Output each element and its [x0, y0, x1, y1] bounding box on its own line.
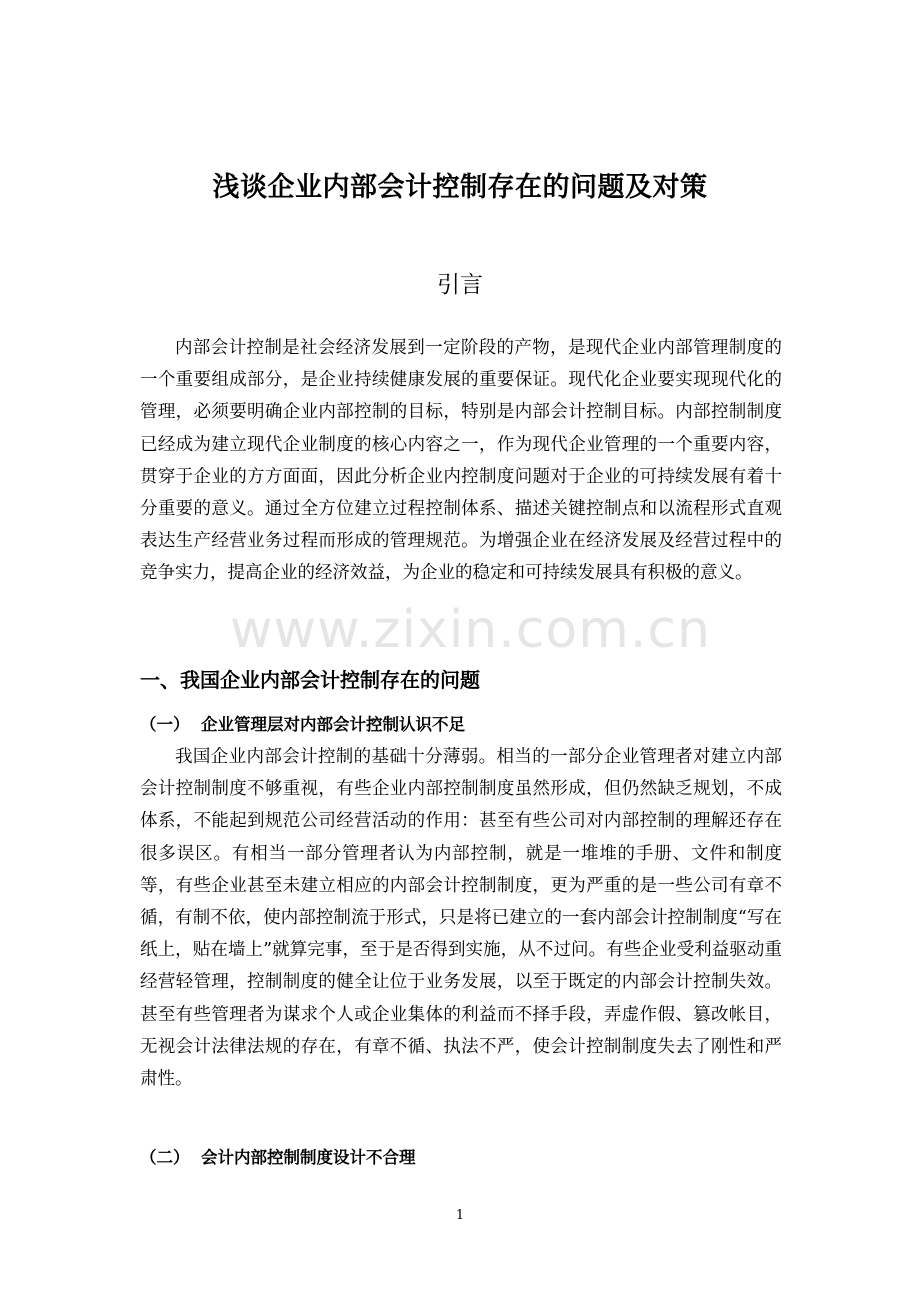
section-heading: 一、我国企业内部会计控制存在的问题 — [140, 668, 480, 692]
page-number: 1 — [455, 1208, 465, 1223]
subsection-heading: （一） 企业管理层对内部会计控制认识不足 — [140, 715, 465, 734]
intro-heading: 引言 — [437, 272, 483, 298]
subsection-paragraph: 我国企业内部会计控制的基础十分薄弱。相当的一部分企业管理者对建立内部会计控制制度不够重视，有些企业内部控制制度虽然形成，但仍然缺乏规划，不成体系，不能起到规范公司经营活动的作用：甚至有些公司对内部控制的理解还存在很多误区。有相当一部分管理者认为内部控制，就是一堆堆的手册、文件和制度等，有些企业甚至未建立相应的内部会计控制制度，更为严重的是一些公司有章不循，有制不依，使内部控制流于形式，只是将已建立的一套内部会计控制制度“写在纸上，贴在墙上”就算完事，至于是否得到实施，从不过问。有些企业受利益驱动重经营轻管理，控制制度的健全让位于业务发展，以至于既定的内部会计控制失效。甚至有些管理者为谋求个人或企业集体的利益而不择手段，弄虚作假、篡改帐目，无视会计法律法规的存在，有章不循、执法不严，使会计控制制度失去了刚性和严肃性。 — [140, 747, 782, 1090]
subsection-heading: （二） 会计内部控制制度设计不合理 — [140, 1148, 416, 1167]
watermark: www.zixin.com.cn — [230, 600, 711, 660]
page-title: 浅谈企业内部会计控制存在的问题及对策 — [212, 172, 708, 203]
intro-paragraph: 内部会计控制是社会经济发展到一定阶段的产物，是现代企业内部管理制度的一个重要组成部分，是企业持续健康发展的重要保证。现代化企业要实现现代化的管理，必须要明确企业内部控制的目标，特别是内部会计控制目标。内部控制制度已经成为建立现代企业制度的核心内容之一，作为现代企业管理的一个重要内容，贯穿于企业的方方面面，因此分析企业内控制度问题对于企业的可持续发展有着十分重要的意义。通过全方位建立过程控制体系、描述关键控制点和以流程形式直观表达生产经营业务过程而形成的管理规范。为增强企业在经济发展及经营过程中的竞争实力，提高企业的经济效益，为企业的稳定和可持续发展具有积极的意义。 — [140, 338, 782, 584]
